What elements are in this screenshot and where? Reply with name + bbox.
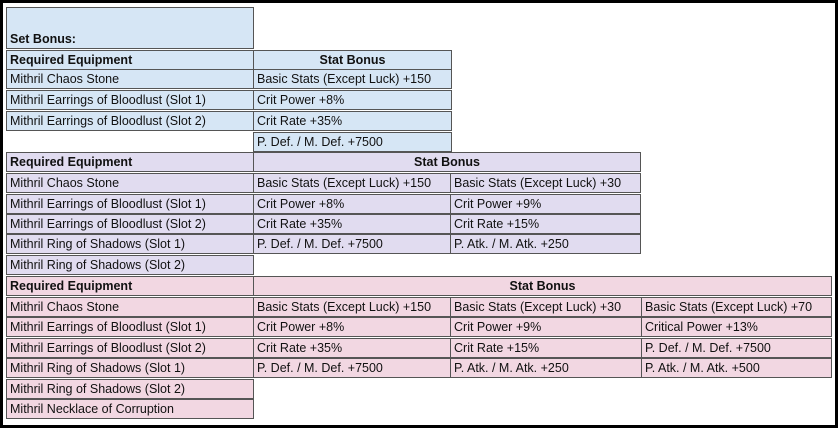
tier2-bonus-cell: P. Atk. / M. Atk. +250 (450, 234, 641, 254)
tier2-bonus-cell: P. Def. / M. Def. +7500 (253, 234, 451, 254)
tier2-bonus-cell: Basic Stats (Except Luck) +150 (253, 173, 451, 193)
tier3-bonus-cell: Basic Stats (Except Luck) +70 (641, 297, 832, 317)
tier2-bonus-cell: Crit Rate +35% (253, 214, 451, 234)
tier3-equipment-cell: Mithril Chaos Stone (6, 297, 254, 317)
tier2-equipment-cell: Mithril Ring of Shadows (Slot 2) (6, 255, 254, 275)
tier3-equipment-cell: Mithril Earrings of Bloodlust (Slot 2) (6, 338, 254, 358)
tier3-bonus-cell: Basic Stats (Except Luck) +30 (450, 297, 642, 317)
tier3-bonus-cell: Basic Stats (Except Luck) +150 (253, 297, 451, 317)
tier2-bonus-cell: Crit Rate +15% (450, 214, 641, 234)
tier2-bonus-cell: Crit Power +8% (253, 194, 451, 214)
tier3-bonus-cell: Critical Power +13% (641, 317, 832, 337)
tier3-bonus-cell: Crit Rate +15% (450, 338, 642, 358)
tier2-equipment-cell: Mithril Chaos Stone (6, 173, 254, 193)
tier3-bonus-cell: P. Atk. / M. Atk. +500 (641, 358, 832, 378)
tier3-bonus-cell: P. Atk. / M. Atk. +250 (450, 358, 642, 378)
tier2-bonus-cell: Basic Stats (Except Luck) +30 (450, 173, 641, 193)
set-bonus-title-cell (6, 7, 254, 49)
tier1-equipment-cell: Mithril Chaos Stone (6, 69, 254, 89)
tier3-bonus-cell: Crit Power +8% (253, 317, 451, 337)
tier1-bonus-cell: Crit Rate +35% (253, 111, 452, 131)
tier1-header-equipment: Required Equipment (6, 50, 254, 70)
tier2-header-bonus: Stat Bonus (253, 152, 641, 172)
tier3-equipment-cell: Mithril Necklace of Corruption (6, 399, 254, 419)
tier1-bonus-cell: P. Def. / M. Def. +7500 (253, 132, 452, 152)
tier1-equipment-cell: Mithril Earrings of Bloodlust (Slot 2) (6, 111, 254, 131)
tier1-bonus-cell: Crit Power +8% (253, 90, 452, 110)
tier3-equipment-cell: Mithril Ring of Shadows (Slot 2) (6, 379, 254, 399)
tier3-equipment-cell: Mithril Earrings of Bloodlust (Slot 1) (6, 317, 254, 337)
tier2-header-equipment: Required Equipment (6, 152, 254, 172)
tier3-bonus-cell: Crit Rate +35% (253, 338, 451, 358)
tier1-equipment-cell: Mithril Earrings of Bloodlust (Slot 1) (6, 90, 254, 110)
tier1-header-bonus: Stat Bonus (253, 50, 452, 70)
tier3-bonus-cell: P. Def. / M. Def. +7500 (253, 358, 451, 378)
set-bonus-label: Set Bonus: (10, 32, 76, 46)
tier3-equipment-cell: Mithril Ring of Shadows (Slot 1) (6, 358, 254, 378)
tier2-equipment-cell: Mithril Earrings of Bloodlust (Slot 2) (6, 214, 254, 234)
tier3-bonus-cell: P. Def. / M. Def. +7500 (641, 338, 832, 358)
tier2-equipment-cell: Mithril Ring of Shadows (Slot 1) (6, 234, 254, 254)
tier3-header-bonus: Stat Bonus (253, 276, 832, 296)
tier2-bonus-cell: Crit Power +9% (450, 194, 641, 214)
tier1-bonus-cell: Basic Stats (Except Luck) +150 (253, 69, 452, 89)
tier3-bonus-cell: Crit Power +9% (450, 317, 642, 337)
tier3-header-equipment: Required Equipment (6, 276, 254, 296)
tier2-equipment-cell: Mithril Earrings of Bloodlust (Slot 1) (6, 194, 254, 214)
